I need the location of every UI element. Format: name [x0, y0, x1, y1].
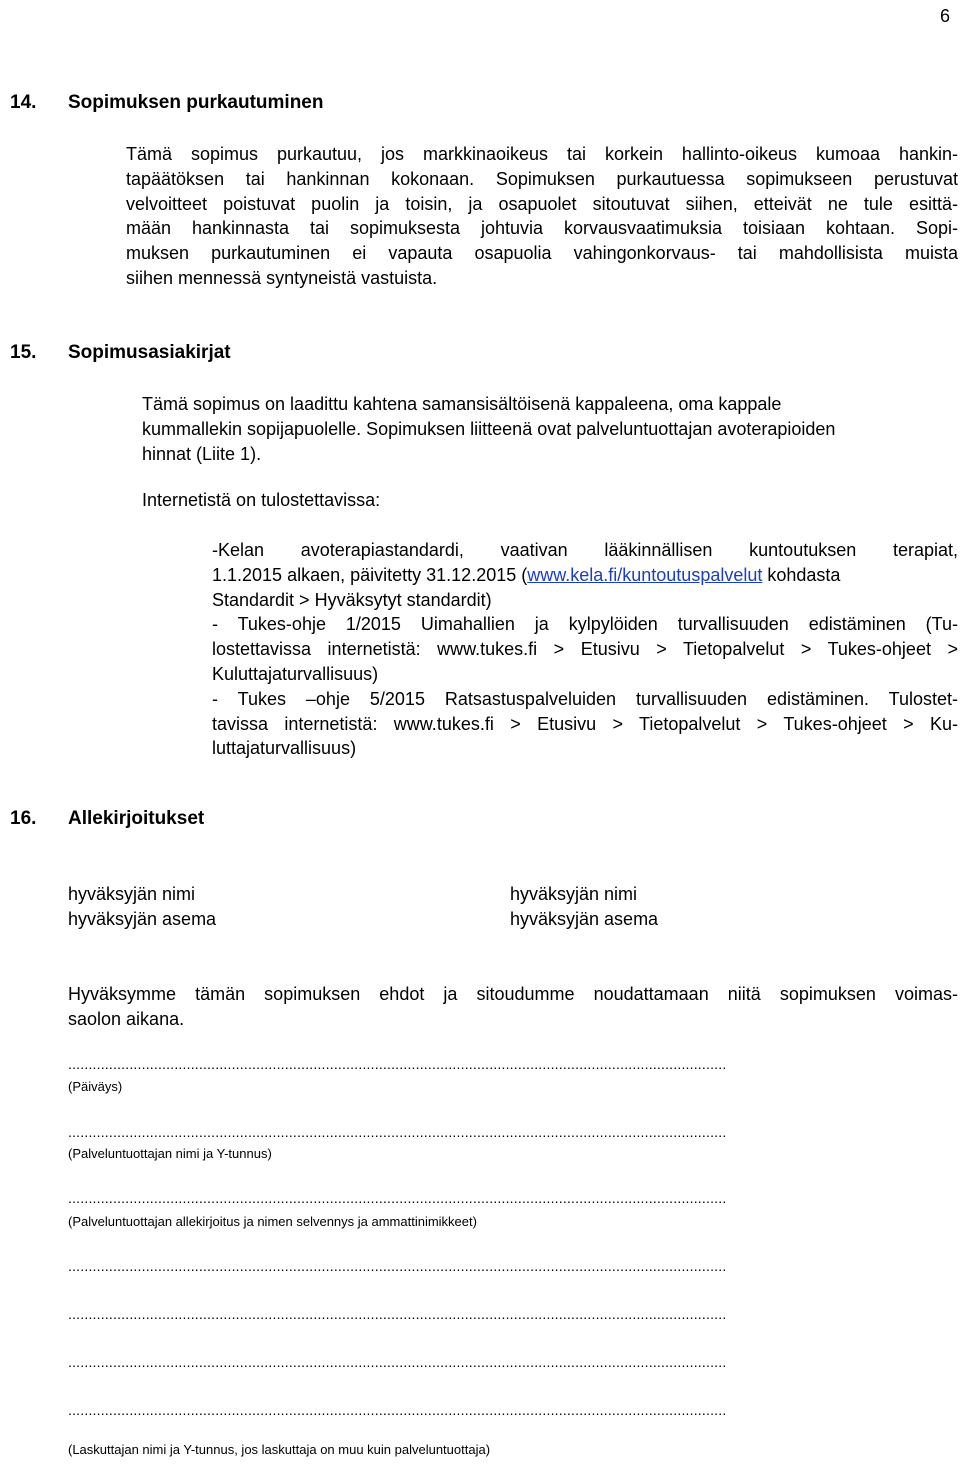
section-15-heading [10, 342, 231, 364]
text-line: tapäätöksen tai hankinnan kokonaan. Sopimuksen purkautuessa sopimukseen perustuvat [126, 168, 958, 189]
signer-name: hyväksyjän nimi [68, 884, 196, 904]
biller-dotline-4: ................................................................................................................................................................. [68, 1402, 727, 1418]
list-item: -Kelan avoterapiastandardi, vaativan lääkinnällisen kuntoutuksen terapiat, [212, 540, 958, 560]
kela-link[interactable]: www.kela.fi/kuntoutuspalvelut [527, 564, 763, 585]
page-number: 6 [940, 6, 951, 26]
biller-label: (Laskuttajan nimi ja Y-tunnus, jos laskuttaja on muu kuin palveluntuottaja) [68, 1442, 491, 1457]
biller-dotline-2: ................................................................................................................................................................. [68, 1306, 727, 1322]
list-item: luttajaturvallisuus) [212, 738, 357, 759]
text-line: Tämä sopimus purkautuu, jos markkinaoikeus tai korkein hallinto-oikeus kumoaa hankin- [126, 144, 958, 164]
signer-position: hyväksyjän asema [510, 908, 659, 929]
text-line: mään hankinnasta tai sopimuksesta johtuvia korvausvaatimuksia toisiaan kohtaan. Sopi- [126, 218, 958, 239]
text-line: Tämä sopimus on laadittu kahtena samansisältöisenä kappaleena, oma kappale [142, 394, 782, 414]
text-line: siihen mennessä syntyneistä vastuista. [126, 267, 438, 288]
biller-dotline-3: ................................................................................................................................................................. [68, 1354, 727, 1370]
section-number: 15. [10, 342, 37, 363]
section-14-heading [10, 92, 323, 114]
section-title: Sopimuksen purkautuminen [68, 92, 324, 113]
section-title: Allekirjoitukset [68, 808, 205, 829]
text-line: kummallekin sopijapuolelle. Sopimuksen liitteenä ovat palveluntuottajan avoterapioiden [142, 418, 836, 439]
text-line: Hyväksymme tämän sopimuksen ehdot ja sitoudumme noudattamaan niitä sopimuksen voimas- [68, 984, 958, 1004]
section-number: 14. [10, 92, 37, 113]
text-line: saolon aikana. [68, 1008, 185, 1029]
agreement-text [68, 982, 958, 1032]
list-item: tavissa internetistä: www.tukes.fi > Etusivu > Tietopalvelut > Tukes-ohjeet > Ku- [212, 713, 958, 734]
signer-position: hyväksyjän asema [68, 908, 217, 929]
internet-label: Internetistä on tulostettavissa: [142, 490, 381, 510]
section-title: Sopimusasiakirjat [68, 342, 231, 363]
list-item: 1.1.2015 alkaen, päivitetty 31.12.2015 (www.kela.fi/kuntoutuspalvelut kohdasta [212, 564, 841, 585]
section-16-heading [10, 808, 204, 830]
biller-dotline-1: ................................................................................................................................................................. [68, 1258, 727, 1274]
section-number: 16. [10, 808, 37, 829]
list-item: lostettavissa internetistä: www.tukes.fi > Etusivu > Tietopalvelut > Tukes-ohjeet > [212, 639, 958, 660]
text-line: hinnat (Liite 1). [142, 443, 262, 464]
provider-name-label: (Palveluntuottajan nimi ja Y-tunnus) [68, 1146, 272, 1161]
date-dotline: ................................................................................................................................................................. [68, 1056, 727, 1072]
right-signer-block [510, 882, 658, 932]
left-signer-block [68, 882, 216, 932]
provider-name-dotline: ................................................................................................................................................................. [68, 1124, 727, 1140]
list-item: Standardit > Hyväksytyt standardit) [212, 589, 492, 610]
date-label: (Päiväys) [68, 1079, 123, 1094]
text-line: velvoitteet poistuvat puolin ja toisin, ja osapuolet sitoutuvat siihen, etteivät ne tule esittä- [126, 193, 958, 214]
list-item: Kuluttajaturvallisuus) [212, 663, 379, 684]
text-line: muksen purkautuminen ei vapauta osapuolia vahingonkorvaus- tai mahdollisista muista [126, 243, 958, 264]
provider-signature-label: (Palveluntuottajan allekirjoitus ja nimen selvennys ja ammattinimikkeet) [68, 1214, 477, 1229]
provider-signature-dotline: ................................................................................................................................................................. [68, 1190, 727, 1206]
section-15-text [142, 392, 958, 466]
list-item: - Tukes –ohje 5/2015 Ratsastuspalveluiden turvallisuuden edistäminen. Tulostet- [212, 688, 958, 709]
section-14-text [126, 142, 958, 291]
reference-list [212, 538, 958, 761]
list-item: - Tukes-ohje 1/2015 Uimahallien ja kylpylöiden turvallisuuden edistäminen (Tu- [212, 614, 958, 635]
signer-name: hyväksyjän nimi [510, 884, 638, 904]
